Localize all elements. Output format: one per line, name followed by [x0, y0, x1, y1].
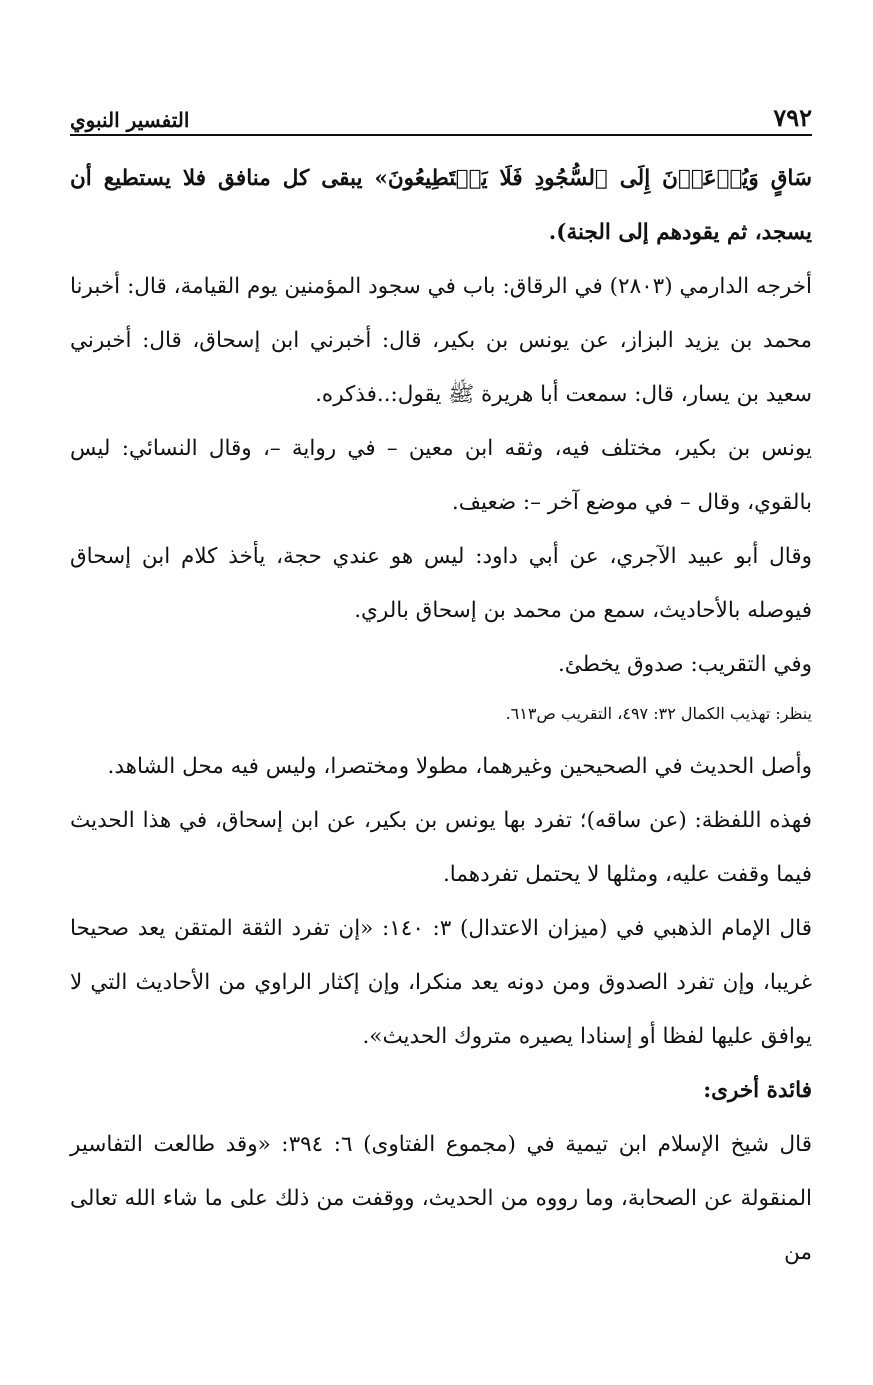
paragraph-ibn-taymiyya: قال شيخ الإسلام ابن تيمية في (مجموع الفتاوى) ٦: ٣٩٤: «وقد طالعت التفاسير المنقولة عن الصحابة، وما رووه من الحديث، ووقفت من ذلك على ما شاء الله تعالى من: [70, 1132, 812, 1265]
paragraph-quran-verse: [70, 152, 812, 260]
paragraph-ajurri: وقال أبو عبيد الآجري، عن أبي داود: ليس هو عندي حجة، يأخذ كلام ابن إسحاق فيوصله بالأحاديث، سمع من محمد بن إسحاق بالري.: [70, 544, 812, 623]
paragraph-yunus: يونس بن بكير، مختلف فيه، وثقه ابن معين – في رواية –، وقال النسائي: ليس بالقوي، وقال – في موضع آخر –: ضعيف.: [70, 436, 812, 515]
document-page: [70, 98, 812, 1378]
running-title: التفسير النبوي: [70, 108, 190, 132]
paragraph-takhrij: أخرجه الدارمي (٢٨٠٣) في الرقاق: باب في سجود المؤمنين يوم القيامة، قال: أخبرنا محمد بن يزيد البزاز، عن يونس بن بكير، قال: أخبرني ابن إسحاق، قال: أخبرني سعيد بن يسار، قال: سمعت أبا هريرة ﷺ يقول:..فذكره.: [70, 274, 813, 407]
paragraph-sahihayn: وأصل الحديث في الصحيحين وغيرهما، مطولا ومختصرا، وليس فيه محل الشاهد.: [107, 754, 812, 779]
quran-verse: سَاقٍ وَيُدۡعَوۡنَ إِلَى ٱلسُّجُودِ فَلَا يَسۡتَطِيعُونَ»: [374, 166, 812, 191]
section-heading: فائدة أخرى:: [703, 1078, 812, 1103]
paragraph-lafza: فهذه اللفظة: (عن ساقه)؛ تفرد بها يونس بن بكير، عن ابن إسحاق، في هذا الحديث فيما وقفت عليه، ومثلها لا يحتمل تفردهما.: [70, 808, 812, 887]
verse-continuation: يبقى كل منافق فلا يستطيع أن يسجد، ثم يقودهم إلى الجنة).: [70, 166, 812, 245]
page-body: [70, 152, 812, 1280]
reference-note: ينظر: تهذيب الكمال ٣٢: ٤٩٧، التقريب ص٦١٣.: [505, 704, 812, 723]
paragraph-dhahabi: قال الإمام الذهبي في (ميزان الاعتدال) ٣: ١٤٠: «إن تفرد الثقة المتقن يعد صحيحا غريبا، وإن تفرد الصدوق ومن دونه يعد منكرا، وإن إكثار الراوي من الأحاديث التي لا يوافق عليها لفظا أو إسنادا يصيره متروك الحديث».: [70, 916, 812, 1049]
paragraph-taqrib: وفي التقريب: صدوق يخطئ.: [557, 652, 812, 677]
page-header: [70, 98, 812, 136]
page-number: ٧٩٢: [773, 103, 812, 132]
